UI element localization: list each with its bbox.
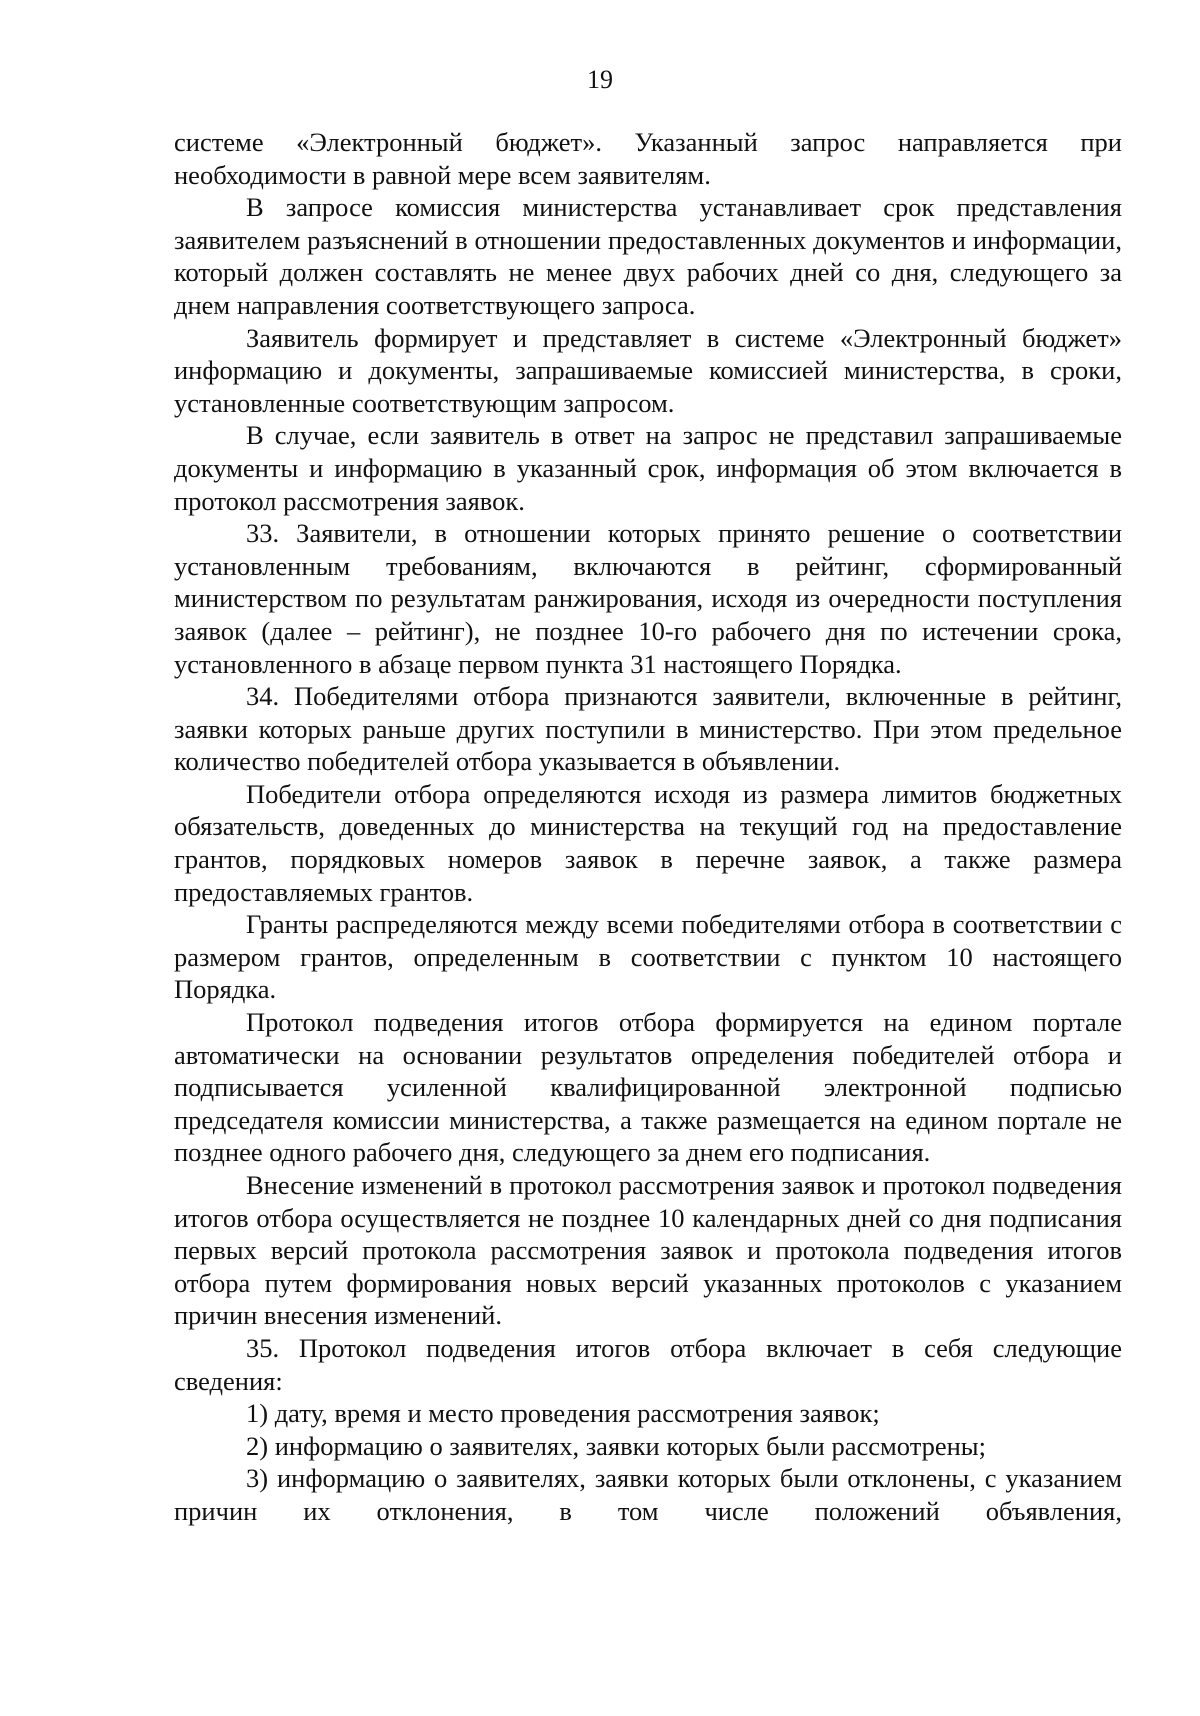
paragraph-item-35: 35. Протокол подведения итогов отбора включает в себя следующие сведения:: [174, 1332, 1122, 1396]
paragraph: Протокол подведения итогов отбора формируется на едином портале автоматически на основании результатов определения победителей отбора и подписывается усиленной квалифицированной электронной подписью председателя комиссии министерства, а также размещается на едином портале не позднее одного рабочего дня, следующего за днем его подписания.: [174, 1007, 1122, 1168]
paragraph: В случае, если заявитель в ответ на запрос не представил запрашиваемые документы и информацию в указанный срок, информация об этом включается в протокол рассмотрения заявок.: [174, 420, 1122, 516]
paragraph-item-34: 34. Победителями отбора признаются заявители, включенные в рейтинг, заявки которых раньше других поступили в министерство. При этом предельное количество победителей отбора указывается в объявлении.: [174, 681, 1122, 777]
paragraph: Внесение изменений в протокол рассмотрения заявок и протокол подведения итогов отбора осуществляется не позднее 10 календарных дней со дня подписания первых версий протокола рассмотрения заявок и протокола подведения итогов отбора путем формирования новых версий указанных протоколов с указанием причин внесения изменений.: [174, 1170, 1122, 1331]
paragraph: системе «Электронный бюджет». Указанный запрос направляется при необходимости в равной мере всем заявителям.: [174, 127, 1122, 190]
document-body: [174, 126, 1122, 1528]
paragraph: В запросе комиссия министерства устанавливает срок представления заявителем разъяснений в отношении предоставленных документов и информации, который должен составлять не менее двух рабочих дней со дня, следующего за днем направления соответствующего запроса.: [174, 192, 1122, 320]
list-item: 1) дату, время и место проведения рассмотрения заявок;: [246, 1398, 880, 1429]
paragraph-item-33: 33. Заявители, в отношении которых принято решение о соответствии установленным требованиям, включаются в рейтинг, сформированный министерством по результатам ранжирования, исходя из очередности поступления заявок (далее – рейтинг), не позднее 10-го рабочего дня по истечении срока, установленного в абзаце первом пункта 31 настоящего Порядка.: [174, 518, 1122, 679]
page-number: 19: [587, 65, 613, 94]
paragraph: Победители отбора определяются исходя из размера лимитов бюджетных обязательств, доведенных до министерства на текущий год на предоставление грантов, порядковых номеров заявок в перечне заявок, а также размера предоставляемых грантов.: [174, 778, 1122, 907]
list-item: 2) информацию о заявителях, заявки которых были рассмотрены;: [246, 1430, 986, 1461]
list-item: 3) информацию о заявителях, заявки которых были отклонены, с указанием причин их отклонения, в том числе положений объявления,: [174, 1463, 1122, 1526]
paragraph: Заявитель формирует и представляет в системе «Электронный бюджет» информацию и документы, запрашиваемые комиссией министерства, в сроки, установленные соответствующим запросом.: [174, 322, 1122, 418]
paragraph: Гранты распределяются между всеми победителями отбора в соответствии с размером грантов, определенным в соответствии с пунктом 10 настоящего Порядка.: [174, 909, 1122, 1005]
